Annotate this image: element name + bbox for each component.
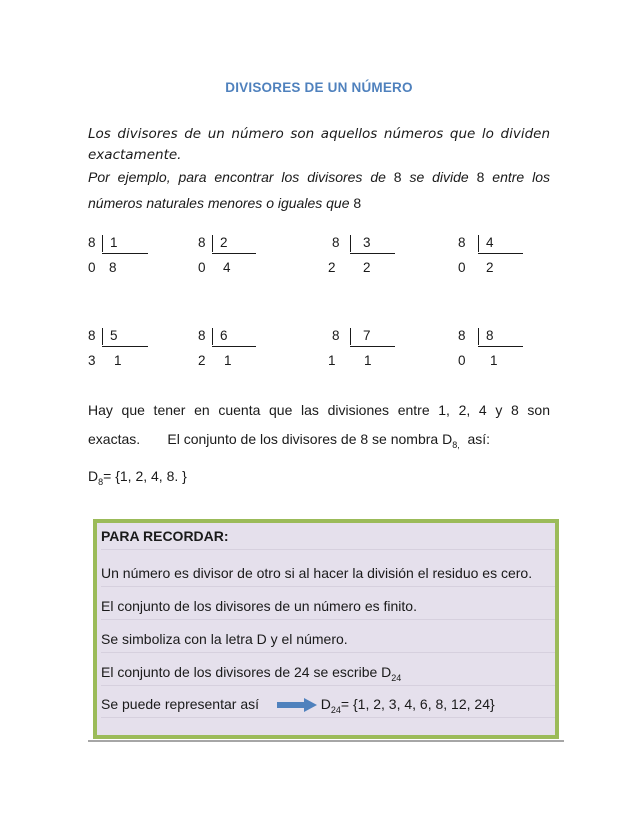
division-underline [102,253,148,254]
d8-letter: D [88,468,99,484]
division-quotient: 1 [114,353,122,368]
division-underline [350,346,395,347]
division-remainder: 2 [198,353,206,368]
division-dividend: 8 [88,235,96,250]
division-bar [478,235,479,252]
division-dividend: 8 [198,235,206,250]
division-remainder: 1 [328,353,336,368]
division-quotient: 1 [490,353,498,368]
division-quotient: 8 [109,260,117,275]
right-arrow-icon [277,698,317,712]
division-quotient: 1 [364,353,372,368]
division-dividend: 8 [88,328,96,343]
example-number-1: 8 [393,169,402,185]
division-divisor: 3 [363,235,371,250]
division-quotient: 1 [224,353,232,368]
division-underline [478,253,523,254]
note-paragraph [88,396,550,460]
page-title: DIVISORES DE UN NÚMERO [225,80,413,95]
division-bar [102,328,103,345]
example-text-2: se divide [401,169,477,185]
remember-line-5-text: Se puede representar así [101,696,259,712]
division-underline [478,346,523,347]
remember-line-2: El conjunto de los divisores de un número es finito. [101,593,555,620]
note-subscript: 8, [452,439,460,450]
d8-subscript: 8 [98,476,104,487]
example-number-3: 8 [353,195,362,211]
remember-line-5-set: = {1, 2, 3, 4, 6, 8, 12, 24} [340,696,495,712]
remember-heading: PARA RECORDAR: [101,523,555,550]
division-bar [102,235,103,252]
division-divisor: 5 [110,328,118,343]
note-text-2: El conjunto de los divisores de 8 se nombra D [167,431,453,447]
division-bar [212,328,213,345]
note-text-3: así: [467,431,491,447]
division-quotient: 2 [486,260,494,275]
division-dividend: 8 [332,235,340,250]
division-divisor: 7 [363,328,371,343]
division-divisor: 8 [486,328,494,343]
example-text-3: entre los números naturales menores o iguales que [88,169,550,211]
division-remainder: 2 [328,260,336,275]
division-quotient: 4 [223,260,231,275]
example-text-1: Por ejemplo, para encontrar los divisores de [88,169,394,185]
remember-line-1: Un número es divisor de otro si al hacer la división el residuo es cero. [101,560,555,587]
intro-paragraph: Los divisores de un número son aquellos números que lo dividen exactamente. [88,126,550,163]
division-divisor: 4 [486,235,494,250]
division-bar [212,235,213,252]
division-remainder: 3 [88,353,96,368]
division-dividend: 8 [332,328,340,343]
division-bar [478,328,479,345]
division-bar [350,328,351,345]
division-divisor: 6 [220,328,228,343]
remember-line-5-letter: D [320,696,331,712]
division-underline [102,346,148,347]
division-divisor: 2 [220,235,228,250]
division-underline [212,253,256,254]
note-text-1: Hay que tener en cuenta que las divisiones entre 1, 2, 4 y 8 son exactas. [88,402,550,447]
division-remainder: 0 [458,353,466,368]
example-number-2: 8 [476,169,485,185]
division-dividend: 8 [458,328,466,343]
remember-box [93,519,559,739]
division-quotient: 2 [363,260,371,275]
d8-elements: = {1, 2, 4, 8. } [103,468,187,484]
remember-line-5 [101,691,555,718]
remember-line-5-subscript: 24 [330,704,341,715]
remember-line-3: Se simboliza con la letra D y el número. [101,626,555,653]
d8-set [88,468,187,487]
remember-line-4-subscript: 24 [391,672,402,683]
bottom-rule [88,740,564,742]
example-paragraph [88,164,550,216]
division-dividend: 8 [458,235,466,250]
division-underline [350,253,395,254]
division-bar [350,235,351,252]
division-dividend: 8 [198,328,206,343]
remember-line-4 [101,659,555,686]
division-remainder: 0 [198,260,206,275]
division-remainder: 0 [458,260,466,275]
division-underline [212,346,256,347]
division-remainder: 0 [88,260,96,275]
remember-line-4-text: El conjunto de los divisores de 24 se escribe D [101,664,392,680]
division-divisor: 1 [110,235,118,250]
